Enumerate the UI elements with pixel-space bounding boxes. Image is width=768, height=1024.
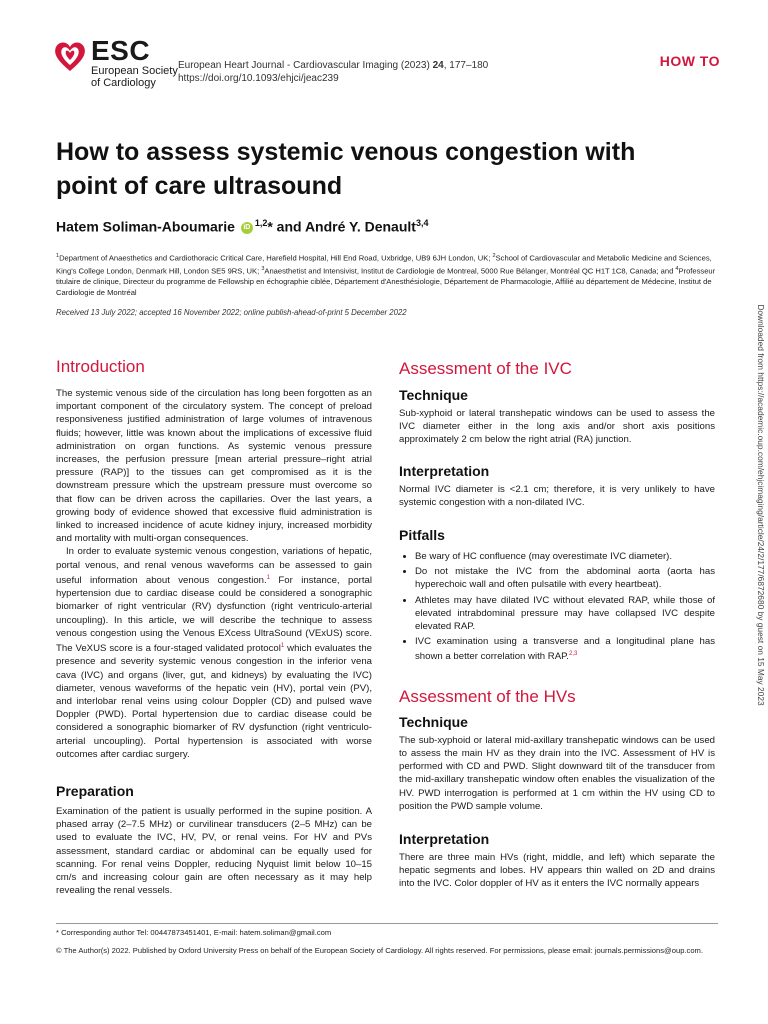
preparation-heading: Preparation	[56, 783, 134, 800]
download-note-margin	[754, 245, 768, 765]
ivc-section-heading: Assessment of the IVC	[399, 359, 572, 378]
heart-icon	[52, 38, 88, 74]
affil-1: Department of Anaesthetics and Cardiothoracic Critical Care, Harefield Hospital, Hill End Road, Uxbridge, UB9 6JH London, UK;	[59, 253, 493, 263]
author-2-affil: 3,4	[415, 218, 429, 228]
intro-p2-part-b: For instance, portal hypertension due to cardiac disease could be considered a sonographic biomarker of right ventricular (RV) dysfunction (right ventriculo-arterial uncoupling). In this article, we will describe the technique to assess venous congestion using the Venous EXcess UltraSound (VExUS) score. The VeXUS score is a four-staged validated protocol	[56, 575, 372, 655]
author-1-affil: 1,2	[254, 218, 268, 228]
affil-sup-4: 4	[675, 265, 679, 272]
affil-sup-1: 1	[56, 253, 60, 259]
affil-sup-3: 3	[261, 265, 265, 272]
footer-divider	[56, 923, 718, 924]
intro-p2-part-a: In order to evaluate systemic venous congestion, variations of hepatic, portal venous, and renal venous waveforms can be assessed to gain useful information about venous congestion.	[56, 546, 372, 587]
author-line	[56, 218, 428, 235]
orcid-icon[interactable]	[241, 222, 253, 234]
logo-line-2: of Cardiology	[91, 77, 156, 89]
introduction-heading: Introduction	[56, 357, 145, 376]
pitfalls-list	[399, 550, 715, 664]
ivc-technique-paragraph: Sub-xyphoid or lateral transhepatic windows can be used to assess the IVC diameter either in the long axis and/or short axis positions approximately 2 cm below the right atrial (RA) junction.	[399, 408, 715, 446]
ivc-technique-heading: Technique	[399, 387, 468, 403]
journal-pages: , 177–180	[443, 60, 489, 71]
copyright-notice: © The Author(s) 2022. Published by Oxford University Press on behalf of the European Society of Cardiology. All rights reserved. For permissions, please email: journals.permissions@oup.com.	[56, 946, 703, 955]
citation-ref[interactable]: 2,3	[568, 651, 578, 658]
doi-link[interactable]: https://doi.org/10.1093/ehjci/jeac239	[178, 73, 339, 84]
received-dates: Received 13 July 2022; accepted 16 November 2022; online publish-ahead-of-print 5 December 2022	[56, 308, 407, 317]
author-separator: * and André Y. Denault	[267, 218, 416, 235]
right-column	[399, 356, 715, 891]
pitfall-4-text: IVC examination using a transverse and a longitudinal plane has shown a better correlation with RAP.	[415, 636, 715, 663]
orcid-letters: iD	[243, 223, 251, 231]
left-column	[56, 356, 372, 897]
journal-volume: 24	[432, 60, 444, 71]
hv-technique-heading: Technique	[399, 713, 468, 730]
list-item: • Be wary of HC confluence (may overestimate IVC diameter).	[415, 550, 715, 563]
journal-citation	[178, 59, 488, 85]
citation-ref[interactable]: 1	[280, 643, 285, 650]
hv-interpretation-paragraph: There are three main HVs (right, middle, and left) which separate the hepatic segments and lobes. HV appears thin walled on 2D and drains into the IVC. Color doppler of HV as it enters the IVC normally appears	[399, 852, 715, 890]
hv-section-heading: Assessment of the HVs	[399, 686, 576, 706]
list-item: • Athletes may have dilated IVC without elevated RAP, while those of elevated intrabdominal pressure may have collapsed IVC despite elevated RAP.	[415, 594, 715, 634]
hv-interpretation-heading: Interpretation	[399, 831, 490, 848]
preparation-paragraph: Examination of the patient is usually performed in the supine position. A phased array (2–7.5 MHz) or curvilinear transducers (2–5 MHz) can be used to evaluate the IVC, HV, PV, or renal veins. For HV and PVs assessment, standard cardiac or abdominal can be equally used for scanning. For renal veins Doppler, reducing Nyquist limit below 10–15 cm/s and increasing colour gain are often necessary as it may help revealing the renal vessels.	[56, 806, 372, 897]
article-title: How to assess systemic venous congestion with point of care ultrasound	[56, 138, 636, 200]
society-logo	[91, 37, 178, 89]
affil-4: Professeur titulaire de clinique, Directeur du programme de Fellowship en échographie ciblée, Département d'Anesthésiologie, Département de Pharmacologie, Affilié au département de Médecine, Institut de Cardiologie de Montréal	[56, 266, 716, 298]
intro-p2-part-c: which evaluates the presence and severity systemic venous congestion in the inferior vena cava (IVC) and organs (liver, gut, and kidneys) by evaluating the IVC) diameter, venous waveforms of the hepatic vein (HV), portal vein (PV), and interlobar renal veins using colour Doppler (CD) and pulsed wave Doppler (PWD). Portal hypertension due to cardiac disease could be considered a sonographic biomarker of RV dysfunction (right ventriculo-arterial uncoupling). Portal hypertension is associated with worse outcomes after cardiac surgery.	[56, 643, 372, 760]
pitfalls-heading: Pitfalls	[399, 527, 445, 544]
affiliations	[56, 251, 716, 298]
download-note: Downloaded from https://academic.oup.com/ehjcimaging/article/24/2/177/6872680 by guest on 15 May 2023	[756, 304, 766, 706]
author-1: Hatem Soliman-Aboumarie	[56, 218, 235, 235]
affil-3: Anaesthetist and Intensivist, Institut de Cardiologie de Montreal, 5000 Rue Bélanger, Montréal QC H1T 1C8, Canada; and	[264, 266, 676, 276]
corresponding-author: * Corresponding author Tel: 00447873451401, E-mail: hatem.soliman@gmail.com	[56, 928, 332, 937]
logo-abbrev: ESC	[91, 35, 151, 66]
section-label: HOW TO	[659, 53, 720, 69]
ivc-interpretation-heading: Interpretation	[399, 462, 490, 479]
intro-paragraph-2	[56, 545, 372, 761]
list-item	[415, 635, 715, 664]
affil-2: School of Cardiovascular and Metabolic Medicine and Sciences, King's College London, Denmark Hill, London SE5 9RS, UK;	[56, 253, 712, 276]
citation-ref[interactable]: 1	[266, 574, 271, 581]
affil-sup-2: 2	[492, 253, 496, 259]
ivc-interpretation-paragraph: Normal IVC diameter is <2.1 cm; therefore, it is very unlikely to have systemic congestion with a non-dilated IVC.	[399, 483, 715, 508]
logo-line-1: European Society	[91, 65, 178, 77]
list-item: • Do not mistake the IVC from the abdominal aorta (aorta has hyperechoic wall and often pulsatile with every heartbeat).	[415, 565, 715, 591]
hv-technique-paragraph: The sub-xyphoid or lateral mid-axillary transhepatic windows can be used to assess the main HV as they drain into the IVC. Assessment of HV is performed with CD and PWD. Slight downward tilt of the transducer from the mid-axillary transhepatic window often enables the visualization of the HV. PWD interrogation is performed at 1 cm within the HV using CD to position the PWD sample volume.	[399, 734, 715, 812]
intro-paragraph-1: The systemic venous side of the circulation has long been forgotten as an important component of the circulatory system. The concept of preload responsiveness justified administration of large volumes of intravenous fluids; however, little was known about the implications of excessive fluid administration on organ functions. As systemic venous pressure increases, the perfusion pressure [mean arterial pressure–right atrial pressure (RAP)] to the tissues can get compromised as it is the downstream pressure which the upstream pressure must overcome so that flow can be driven across the capillaries. Over the last years, a growing body of evidence showed that excessive fluid administration is linked to increased incidence of acute kidney injury, increased morbidity and mortality with multi-organ consequences.	[56, 388, 372, 545]
journal-name: European Heart Journal - Cardiovascular Imaging (2023)	[178, 60, 433, 71]
